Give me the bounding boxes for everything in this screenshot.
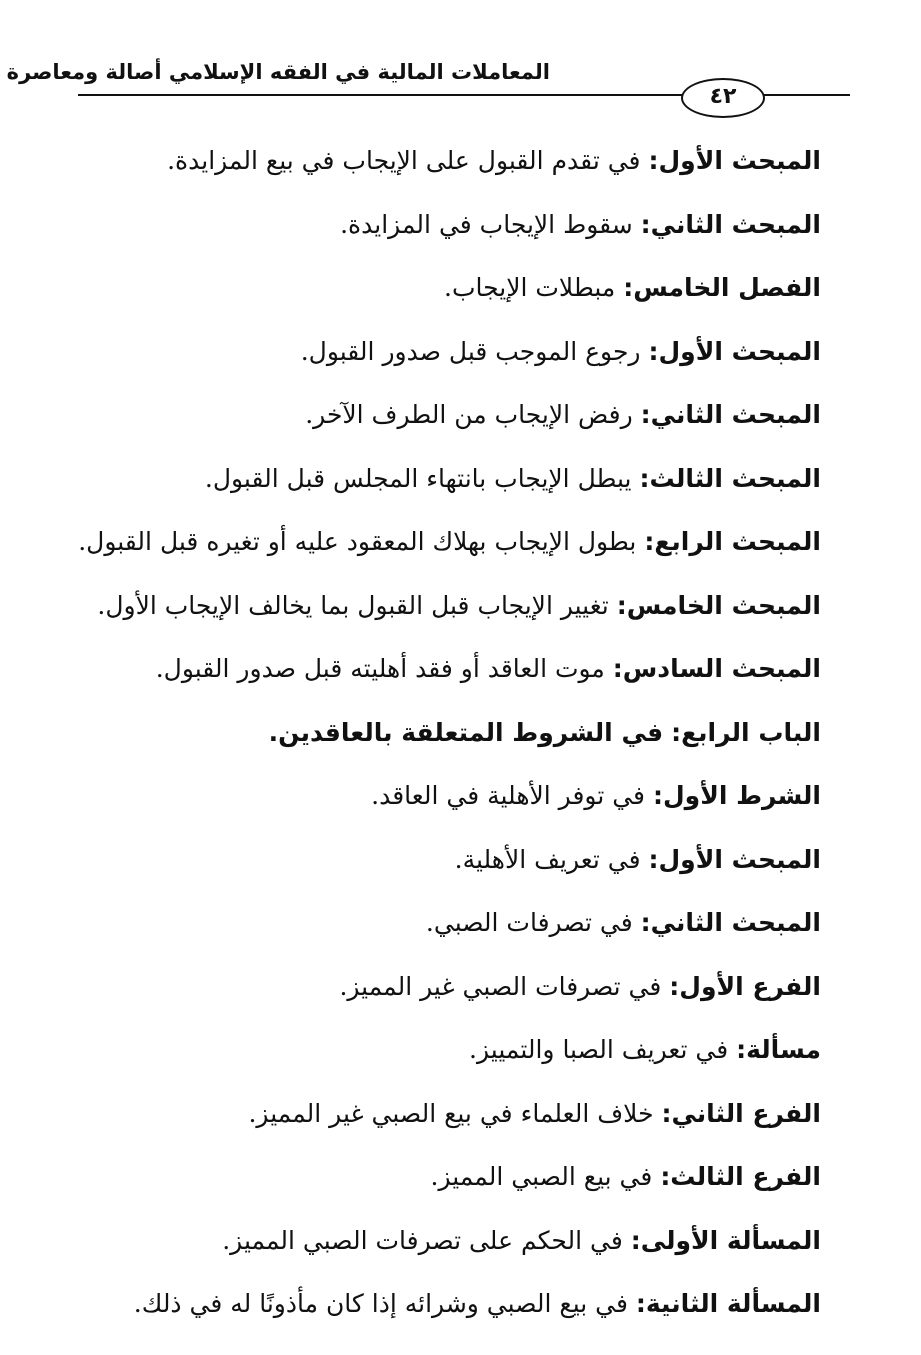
toc-entry-text: في تقدم القبول على الإيجاب في بيع المزايدة. [167,146,641,175]
toc-entry [61,1215,821,1279]
page-number: ٤٢ [681,78,765,118]
toc-entry [61,1088,821,1152]
toc-entry-text: رجوع الموجب قبل صدور القبول. [300,336,641,366]
toc-entry-label: الفرع الثاني: [661,1098,821,1128]
toc-entry [61,1278,821,1342]
toc-entry [61,961,821,1025]
toc-entry-label: الفرع الأول: [669,971,821,1001]
toc-entry [61,262,821,326]
toc-entry-label: الشرط الأول: [652,781,821,810]
toc-entry-text: سقوط الإيجاب في المزايدة. [340,209,633,239]
toc-entry-label: مسألة: [736,1035,821,1064]
toc-entry-text: في تعريف الصبا والتمييز. [469,1035,729,1064]
toc-entry-label: المبحث الرابع: [644,527,821,556]
toc-entry-label: المبحث الخامس: [616,590,821,620]
toc-entry [61,453,821,517]
toc-entry [61,199,821,263]
toc-entry [61,1151,821,1215]
toc-entry-label: المبحث الثاني: [640,400,821,429]
toc-entry [61,770,821,834]
toc-entry-label: المبحث الأول: [648,146,821,175]
toc-entry-text: في توفر الأهلية في العاقد. [371,781,646,810]
toc-entry-label: المبحث الثالث: [639,463,821,493]
toc-entry-label: المبحث السادس: [612,654,821,683]
toc-entry [61,326,821,390]
toc-entry-label: الفصل الخامس: [623,273,821,302]
toc-entry-text: بطول الإيجاب بهلاك المعقود عليه أو تغيره قبل القبول. [78,527,637,556]
toc-entry-text: في بيع الصبي المميز. [430,1162,653,1191]
running-title: المعاملات المالية في الفقه الإسلامي أصالة ومعاصرة [6,60,550,84]
toc-entry-label: المبحث الأول: [648,844,821,874]
toc-entry [61,897,821,961]
toc-entry-text: في الشروط المتعلقة بالعاقدين. [268,717,664,747]
toc-entry-text: في تعريف الأهلية. [454,844,641,874]
toc-entry-label: المبحث الأول: [648,336,821,366]
toc-entry-label: المسألة الأولى: [630,1225,821,1255]
toc-entry-label: المبحث الثاني: [640,908,821,937]
toc-entry-text: رفض الإيجاب من الطرف الآخر. [305,400,633,429]
toc-entry [61,1024,821,1088]
toc-entry [61,389,821,453]
toc-entry-text: موت العاقد أو فقد أهليته قبل صدور القبول. [155,654,605,683]
toc-entry-text: خلاف العلماء في بيع الصبي غير المميز. [248,1098,654,1128]
toc-entry-text: في تصرفات الصبي. [425,908,633,937]
toc-entry-label: المبحث الثاني: [640,209,821,239]
toc-entry-text: في تصرفات الصبي غير المميز. [339,971,662,1001]
toc-entry-text: في الحكم على تصرفات الصبي المميز. [222,1225,623,1255]
toc-entry-label: المسألة الثانية: [635,1289,821,1318]
toc-entry-chapter [61,707,821,771]
table-of-contents [61,135,821,1342]
toc-entry [61,516,821,580]
toc-entry-label: الباب الرابع: [671,717,821,747]
toc-entry [61,580,821,644]
toc-entry-text: يبطل الإيجاب بانتهاء المجلس قبل القبول. [204,463,632,493]
toc-entry-text: في بيع الصبي وشرائه إذا كان مأذونًا له في ذلك. [133,1289,628,1318]
toc-entry [61,135,821,199]
toc-entry-text: مبطلات الإيجاب. [444,273,616,302]
toc-entry [61,834,821,898]
toc-entry [61,643,821,707]
toc-entry-label: الفرع الثالث: [660,1162,821,1191]
toc-entry-text: تغيير الإيجاب قبل القبول بما يخالف الإيجاب الأول. [97,590,609,620]
